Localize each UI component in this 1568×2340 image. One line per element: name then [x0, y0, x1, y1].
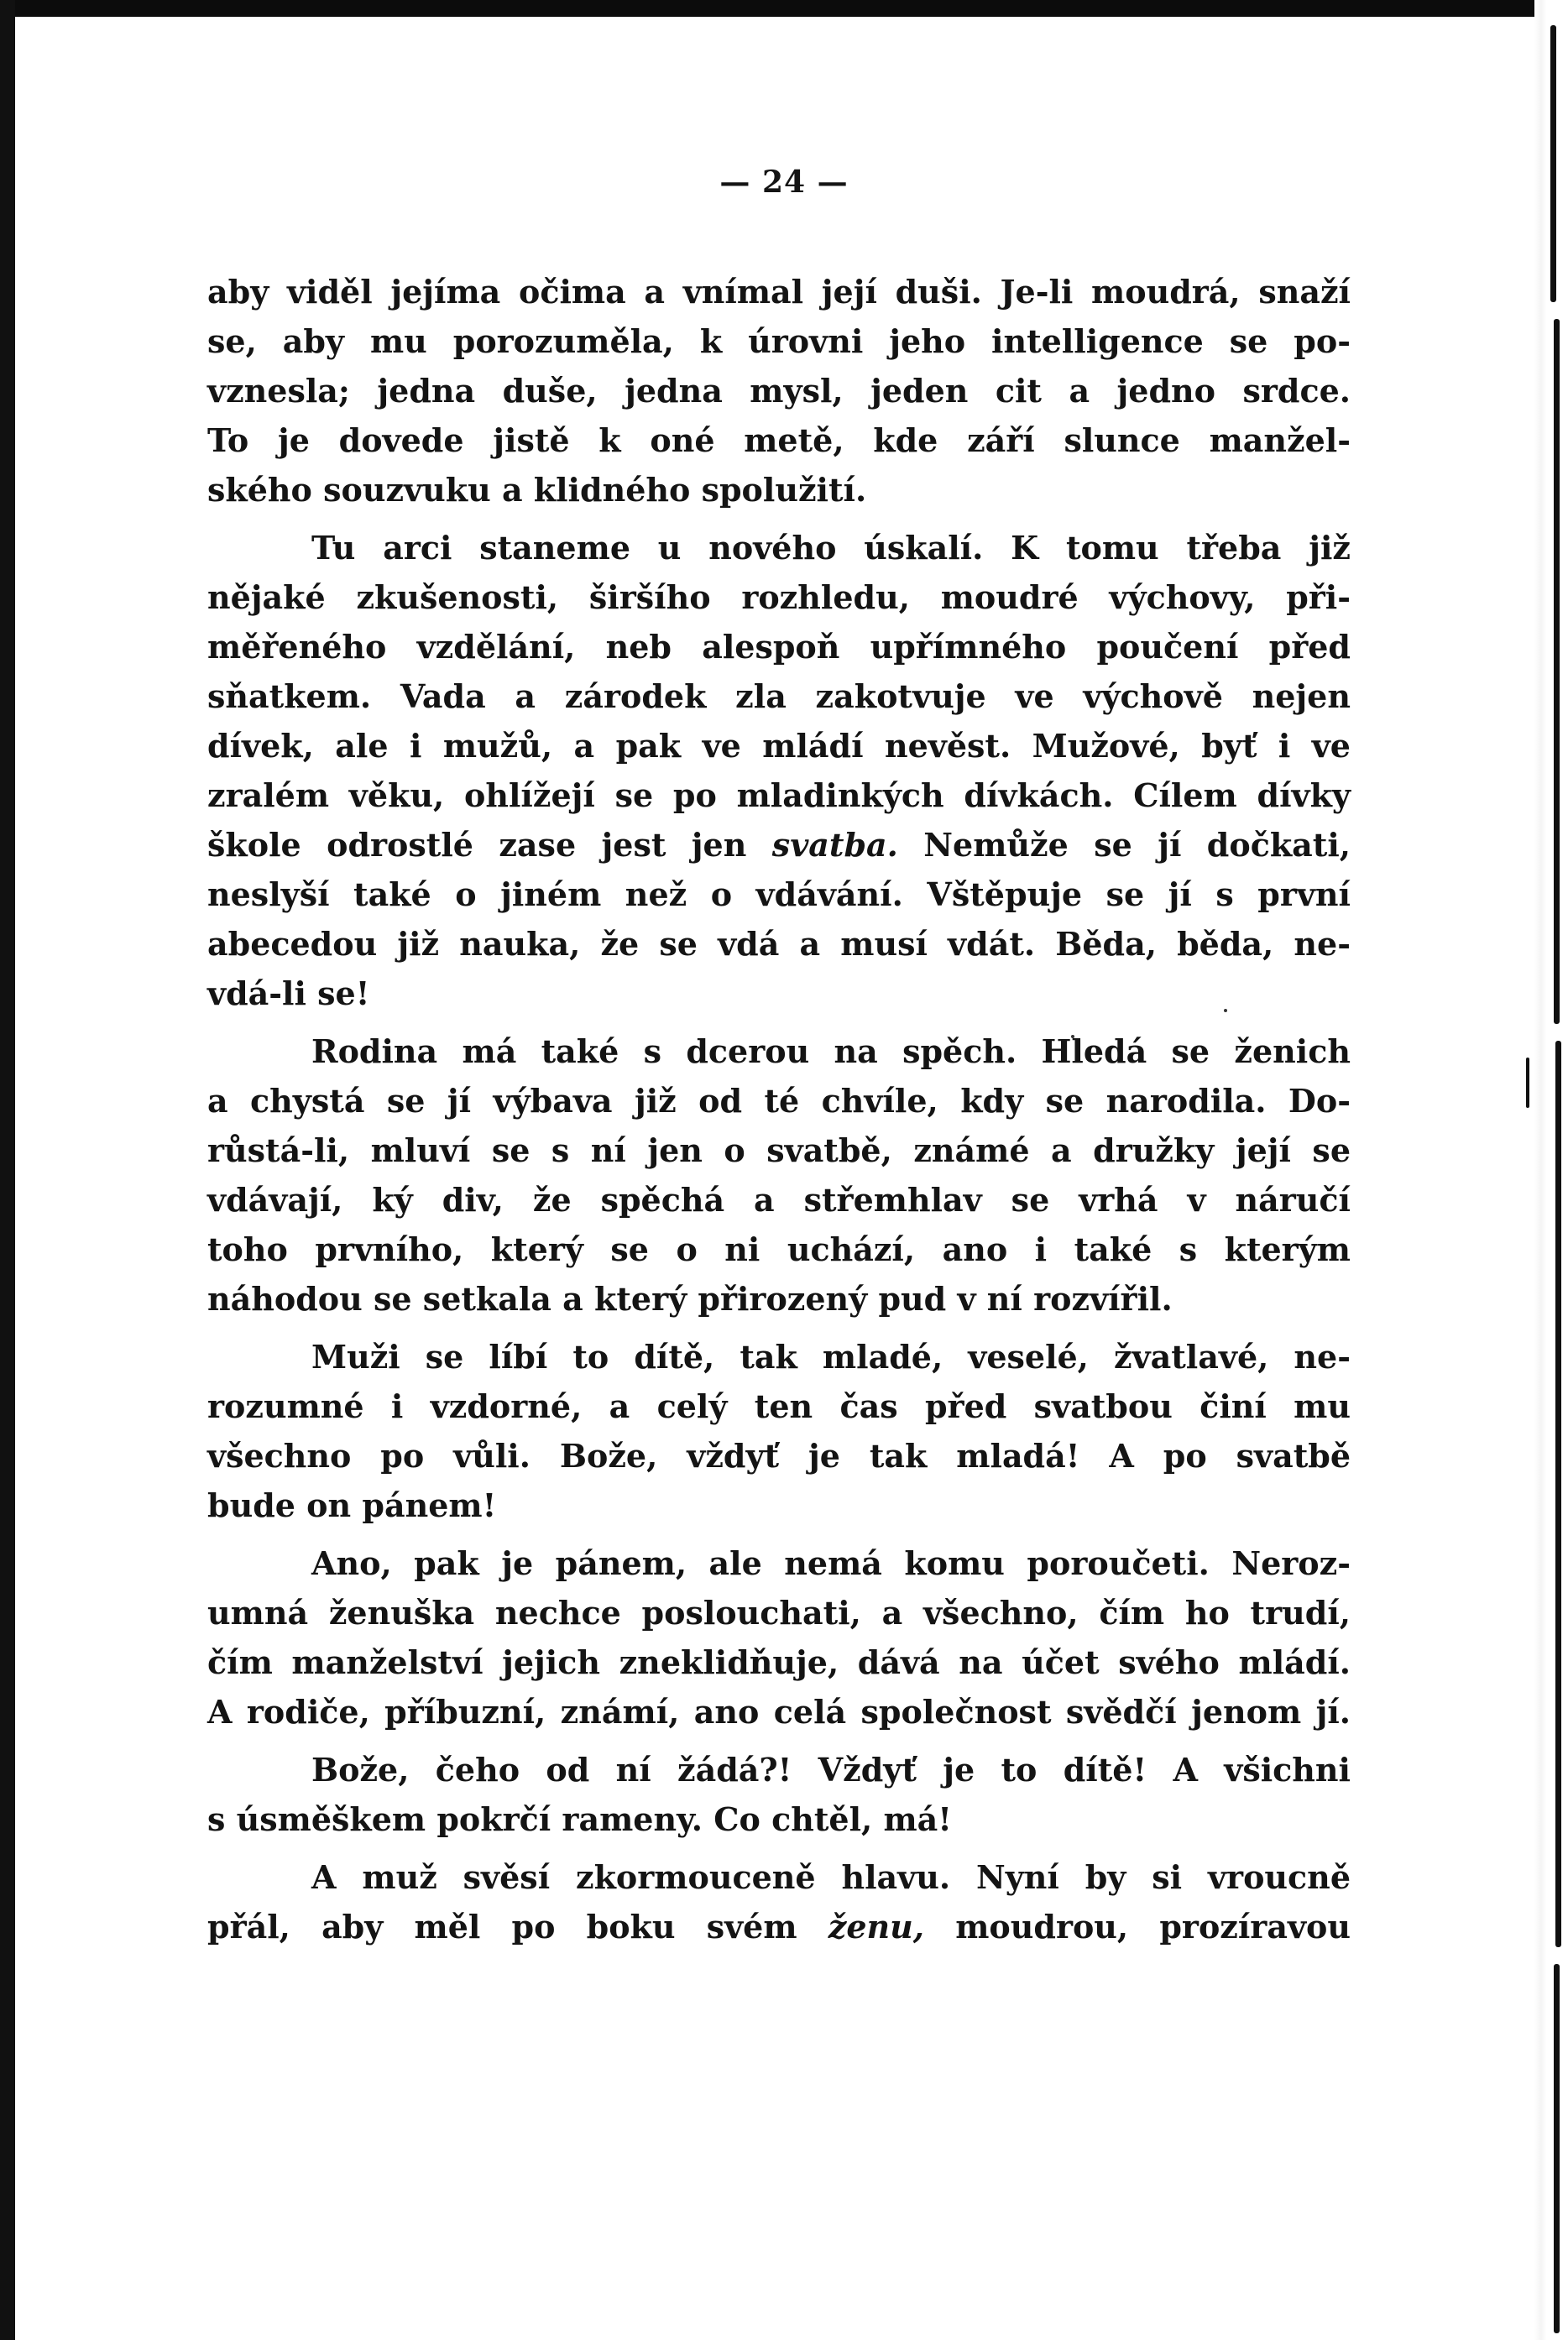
text-line: růstá-li, mluví se s ní jen o svatbě, známé a družky její se [207, 1131, 1351, 1169]
text-line: měřeného vzdělání, neb alespoň upřímného poučení před [207, 628, 1351, 666]
text-segment: Nemůže se jí dočkati, [923, 826, 1351, 864]
text-line: čím manželství jejich zneklidňuje, dává na účet svého mládí. [207, 1643, 1351, 1681]
text-line: všechno po vůli. Bože, vždyť je tak mladá! A po svatbě [207, 1437, 1351, 1475]
page-edge-right [1534, 0, 1568, 2340]
paragraph [207, 267, 1351, 514]
text-line: se, aby mu porozuměla, k úrovni jeho intelligence se po- [207, 322, 1351, 360]
binding-edge-line [1526, 1058, 1529, 1108]
text-line: toho prvního, který se o ni uchází, ano i také s kterým [207, 1230, 1351, 1268]
text-line: dívek, ale i mužů, a pak ve mládí nevěst. Mužové, byť i ve [207, 727, 1351, 765]
paragraph [207, 1538, 1351, 1737]
text-line: Rodina má také s dcerou na spěch. Hledá se ženich [311, 1032, 1351, 1070]
text-line: A muž svěsí zkormouceně hlavu. Nyní by si vroucně [311, 1858, 1351, 1896]
text-line: To je dovede jistě k oné metě, kde září slunce manžel- [207, 421, 1351, 459]
text-line: A rodiče, příbuzní, známí, ano celá společnost svědčí jenom jí. [207, 1693, 1351, 1731]
text-line: Bože, čeho od ní žádá?! Vždyť je to dítě! A všichni [311, 1751, 1351, 1789]
body-text [207, 267, 1351, 1960]
text-line: sňatkem. Vada a zárodek zla zakotvuje ve výchově nejen [207, 677, 1351, 715]
text-segment: moudrou, prozíravou [955, 1908, 1351, 1946]
text-line: ského souzvuku a klidného spolužití. [207, 471, 867, 509]
paragraph [207, 1332, 1351, 1530]
text-line: bude on pánem! [207, 1486, 497, 1524]
page-number: — 24 — [719, 165, 849, 200]
text-segment: přál, aby měl po boku svém [207, 1908, 797, 1946]
text-line: a chystá se jí výbava již od té chvíle, kdy se narodila. Do- [207, 1082, 1351, 1120]
text-line: umná ženuška nechce poslouchati, a všechno, čím ho trudí, [207, 1594, 1351, 1632]
text-line: Muži se líbí to dítě, tak mladé, veselé, žvatlavé, ne- [311, 1338, 1351, 1376]
scan-border-top [0, 0, 1568, 17]
text-line: náhodou se setkala a který přirozený pud v ní rozvířil. [207, 1280, 1173, 1318]
paragraph [207, 1852, 1351, 1951]
binding-edge-line [1555, 1041, 1561, 1947]
text-line [207, 820, 1351, 870]
scan-border-left [0, 0, 15, 2340]
text-line: Tu arci staneme u nového úskalí. K tomu třeba již [311, 529, 1351, 567]
text-line: Ano, pak je pánem, ale nemá komu poroučeti. Neroz- [311, 1544, 1351, 1582]
paragraph [207, 1026, 1351, 1324]
text-line: vdávají, ký div, že spěchá a střemhlav se vrhá v náručí [207, 1181, 1351, 1219]
text-line: aby viděl jejíma očima a vnímal její duši. Je-li moudrá, snaží [207, 273, 1351, 311]
emphasized-word: ženu, [828, 1908, 924, 1946]
text-line: zralém věku, ohlížejí se po mladinkých dívkách. Cílem dívky [207, 776, 1351, 814]
text-line: nějaké zkušenosti, širšího rozhledu, moudré výchovy, při- [207, 578, 1351, 616]
text-segment: škole odrostlé zase jest jen [207, 826, 747, 864]
text-line [207, 1902, 1351, 1951]
binding-edge-line [1554, 319, 1560, 1024]
text-line: rozumné i vzdorné, a celý ten čas před svatbou činí mu [207, 1387, 1351, 1425]
paragraph [207, 1745, 1351, 1844]
binding-edge-line [1554, 1964, 1560, 2333]
text-line: vznesla; jedna duše, jedna mysl, jeden cit a jedno srdce. [207, 372, 1351, 410]
binding-edge-line [1550, 25, 1556, 302]
text-line: neslyší také o jiném než o vdávání. Vštěpuje se jí s první [207, 875, 1351, 913]
text-line: s úsměškem pokrčí rameny. Co chtěl, má! [207, 1800, 952, 1838]
emphasized-word: svatba. [771, 826, 898, 864]
paragraph [207, 523, 1351, 1018]
text-line: abecedou již nauka, že se vdá a musí vdát. Běda, běda, ne- [207, 925, 1351, 963]
text-line: vdá-li se! [207, 974, 370, 1012]
